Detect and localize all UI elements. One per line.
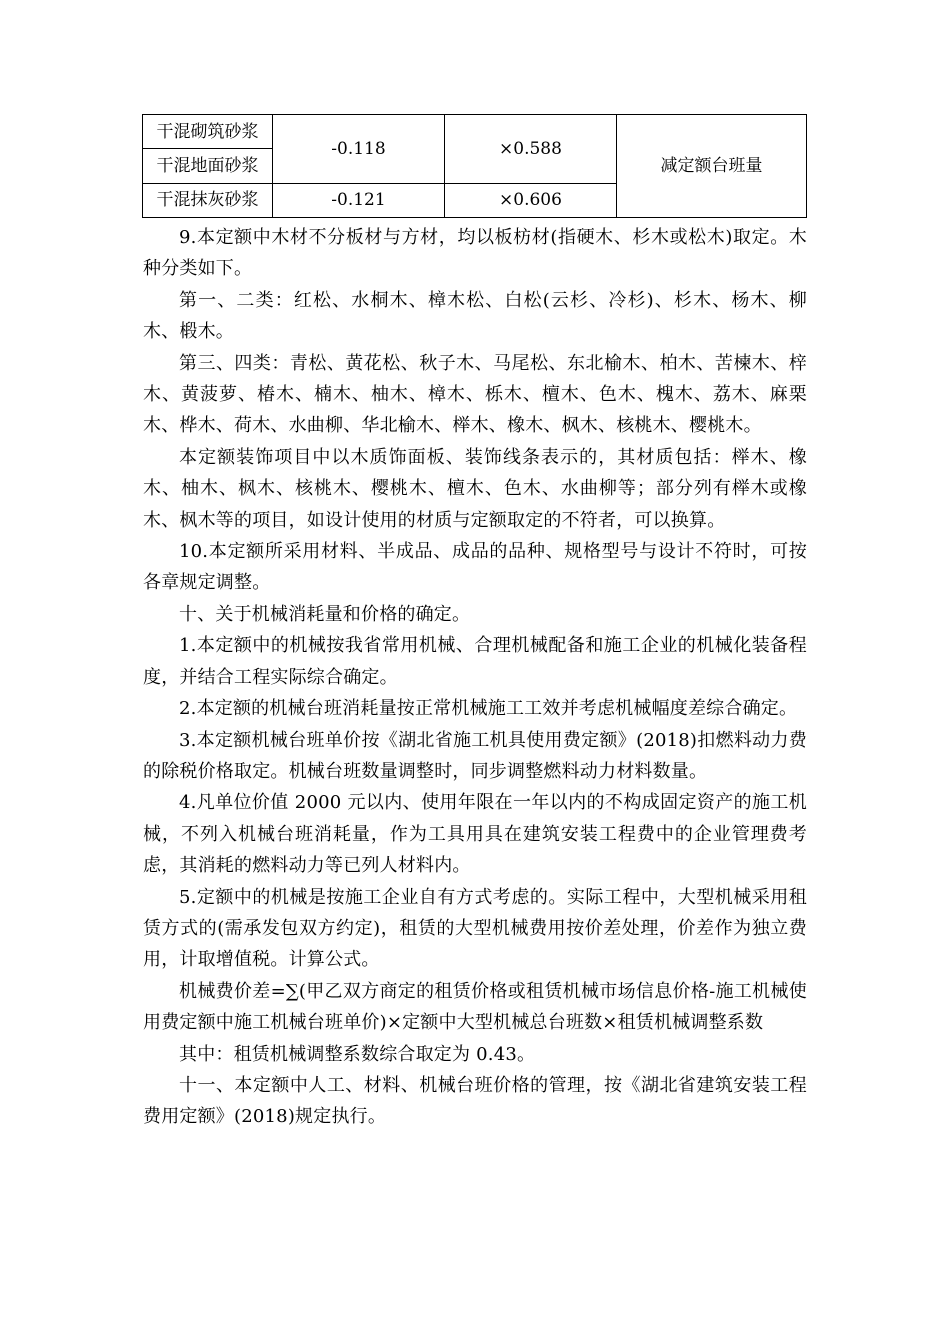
multiplier-cell: ×0.588	[445, 115, 617, 184]
paragraph: 3.本定额机械台班单价按《湖北省施工机具使用费定额》(2018)扣燃料动力费的除税价格取定。机械台班数量调整时，同步调整燃料动力材料数量。	[143, 729, 807, 782]
paragraph: 1.本定额中的机械按我省常用机械、合理机械配备和施工企业的机械化装备程度，并结合工程实际综合确定。	[143, 635, 807, 688]
table-row	[143, 115, 807, 149]
section-heading: 十一、本定额中人工、材料、机械台班价格的管理，按《湖北省建筑安装工程费用定额》(2018)规定执行。	[143, 1074, 807, 1128]
adjustment-value-cell: -0.118	[273, 115, 445, 184]
formula-paragraph: 机械费价差=∑(甲乙双方商定的租赁价格或租赁机械市场信息价格-施工机械使用费定额中施工机械台班单价)×定额中大型机械总台班数×租赁机械调整系数	[143, 980, 807, 1034]
adjustment-note-cell: 减定额台班量	[617, 115, 807, 218]
adjustment-value-cell: -0.121	[273, 183, 445, 217]
paragraph: 2.本定额的机械台班消耗量按正常机械施工工效并考虑机械幅度差综合确定。	[179, 698, 798, 720]
paragraph: 5.定额中的机械是按施工企业自有方式考虑的。实际工程中，大型机械采用租赁方式的(需承发包双方约定)，租赁的大型机械费用按价差处理，价差作为独立费用，计取增值税。计算公式。	[143, 886, 807, 971]
paragraph: 第一、二类：红松、水桐木、樟木松、白松(云杉、冷杉)、杉木、杨木、柳木、椴木。	[143, 289, 807, 343]
material-name-cell: 干混抹灰砂浆	[143, 183, 273, 217]
paragraph: 10.本定额所采用材料、半成品、成品的品种、规格型号与设计不符时，可按各章规定调整。	[143, 541, 807, 594]
mortar-adjustment-table	[142, 114, 807, 218]
paragraph: 4.凡单位价值 2000 元以内、使用年限在一年以内的不构成固定资产的施工机械，不列入机械台班消耗量，作为工具用具在建筑安装工程费中的企业管理费考虑，其消耗的燃料动力等已列人材料内。	[143, 792, 807, 877]
paragraph: 本定额装饰项目中以木质饰面板、装饰线条表示的，其材质包括：榉木、橡木、柚木、枫木、核桃木、樱桃木、檀木、色木、水曲柳等；部分列有榉木或橡木、枫木等的项目，如设计使用的材质与定额取定的不符者，可以换算。	[143, 446, 807, 531]
paragraph: 第三、四类：青松、黄花松、秋子木、马尾松、东北榆木、柏木、苦楝木、梓木、黄菠萝、椿木、楠木、柚木、樟木、栎木、檀木、色木、槐木、荔木、麻栗木、桦木、荷木、水曲柳、华北榆木、榉木、橡木、枫木、核桃木、樱桃木。	[143, 352, 807, 437]
body-text	[143, 222, 807, 1133]
paragraph: 9.本定额中木材不分板材与方材，均以板枋材(指硬木、杉木或松木)取定。木种分类如下。	[143, 227, 807, 280]
material-name-cell: 干混砌筑砂浆	[143, 115, 273, 149]
paragraph: 其中：租赁机械调整系数综合取定为 0.43。	[179, 1043, 536, 1065]
material-name-cell: 干混地面砂浆	[143, 149, 273, 183]
multiplier-cell: ×0.606	[445, 183, 617, 217]
section-heading: 十、关于机械消耗量和价格的确定。	[179, 603, 471, 625]
